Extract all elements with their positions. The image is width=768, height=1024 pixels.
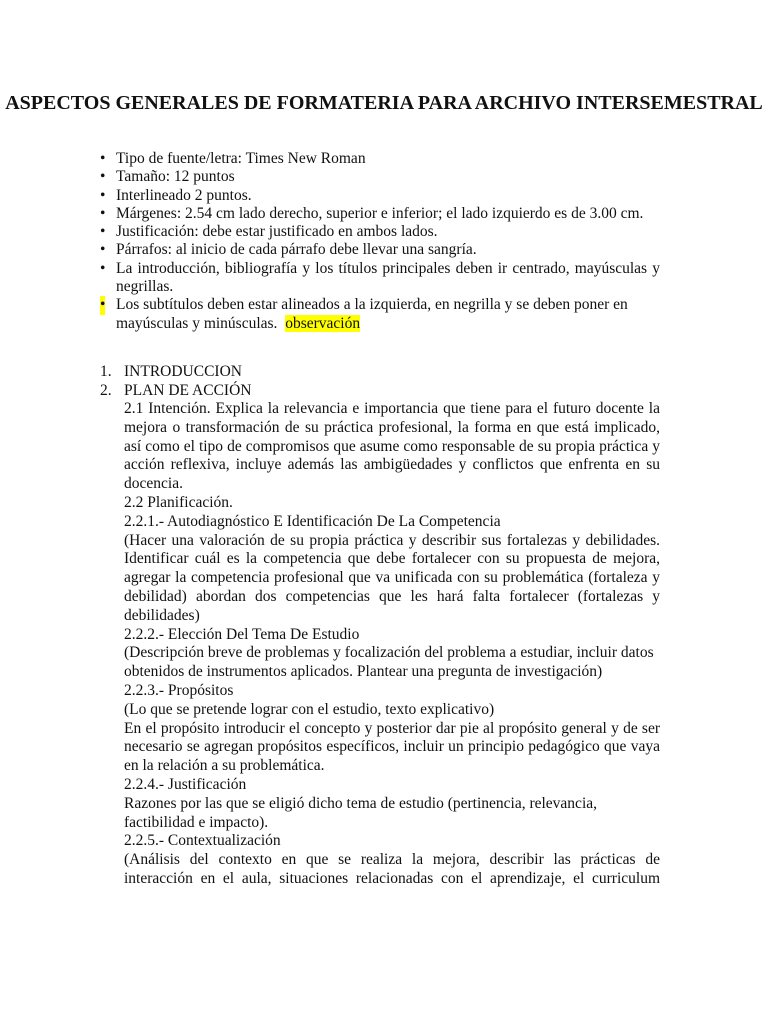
highlighted-bullet-dot-icon: •: [100, 296, 106, 314]
section-heading: 2.2 Planificación.: [124, 493, 233, 511]
bullet-dot-icon: •: [100, 204, 106, 222]
bullet-item: • Interlineado 2 puntos.: [100, 186, 252, 204]
section-paragraph: (Descripción breve de problemas y focalización del problema a estudiar, incluir datos obtenidos de instrumentos aplicados. Plantear una pregunta de investigación): [124, 644, 654, 681]
bullet-dot-icon: •: [100, 241, 106, 259]
item-label: INTRODUCCION: [124, 363, 242, 380]
bullet-dot-icon: •: [100, 186, 106, 204]
bullet-item: • Justificación: debe estar justificado en ambos lados.: [100, 223, 438, 241]
section-heading: 2.2.5.- Contextualización: [124, 832, 281, 850]
section-paragraph: (Lo que se pretende lograr con el estudio, texto explicativo): [124, 700, 495, 718]
bullet-dot-icon: •: [100, 259, 106, 277]
bullet-item: • Los subtítulos deben estar alineados a la izquierda, en negrilla y se deben poner en mayúsculas y minúsculas. observación: [100, 296, 628, 332]
format-bullet-list: [100, 150, 660, 333]
section-paragraph: Razones por las que se eligió dicho tema de estudio (pertinencia, relevancia, factibilidad e impacto).: [124, 794, 597, 831]
bullet-dot-icon: •: [100, 223, 106, 241]
section-paragraph: (Análisis del contexto en que se realiza la mejora, describir las prácticas de interacción en el aula, situaciones relacionadas con el aprendizaje, el curriculum: [124, 851, 660, 887]
section-heading: 2.2.2.- Elección Del Tema De Estudio: [124, 625, 360, 643]
plan-body: [124, 400, 660, 889]
section-paragraph: (Hacer una valoración de su propia práctica y describir sus fortalezas y debilidades. Identificar cuál es la competencia que debe fortalecer con su propuesta de mejora, agregar la competencia profesional que va unificada con su problemática (fortaleza y debilidad) abordan dos competencias que les hará falta fortalecer (fortalezas y debilidades): [124, 531, 660, 624]
bullet-item: • Párrafos: al inicio de cada párrafo debe llevar una sangría.: [100, 241, 477, 259]
section-heading: 2.2.3.- Propósitos: [124, 681, 234, 699]
item-label: PLAN DE ACCIÓN: [124, 382, 252, 399]
section-heading: 2.2.1.- Autodiagnóstico E Identificación De La Competencia: [124, 512, 501, 530]
item-number: 1.: [100, 363, 112, 380]
bullet-dot-icon: •: [100, 168, 106, 186]
bullet-item: • La introducción, bibliografía y los títulos principales deben ir centrado, mayúsculas y negrillas.: [100, 259, 660, 296]
numbered-item: [100, 381, 660, 400]
item-number: 2.: [100, 382, 112, 399]
bullet-dot-icon: •: [100, 150, 106, 167]
page-title: ASPECTOS GENERALES DE FORMATERIA PARA ARCHIVO INTERSEMESTRAL: [5, 92, 763, 114]
section-paragraph: En el propósito introducir el concepto y posterior dar pie al propósito general y de ser necesario se agregan propósitos específicos, incluir un principio pedagógico que vaya en la relación a su problemática.: [124, 719, 660, 775]
section-paragraph: 2.1 Intención. Explica la relevancia e importancia que tiene para el futuro docente la mejora o transformación de su práctica profesional, la forma en que está implicado, así como el tipo de compromisos que asume como responsable de su propia práctica y acción reflexiva, incluye además las ambigüedades y conflictos que enfrenta en su docencia.: [124, 400, 660, 493]
highlight-note: observación: [285, 314, 361, 332]
bullet-item: • Márgenes: 2.54 cm lado derecho, superior e inferior; el lado izquierdo es de 3.00 cm.: [100, 204, 644, 222]
numbered-item: [100, 362, 660, 381]
bullet-item: • Tipo de fuente/letra: Times New Roman: [100, 150, 366, 167]
numbered-list: [100, 362, 660, 400]
section-heading: 2.2.4.- Justificación: [124, 775, 247, 793]
bullet-item: • Tamaño: 12 puntos: [100, 168, 235, 186]
